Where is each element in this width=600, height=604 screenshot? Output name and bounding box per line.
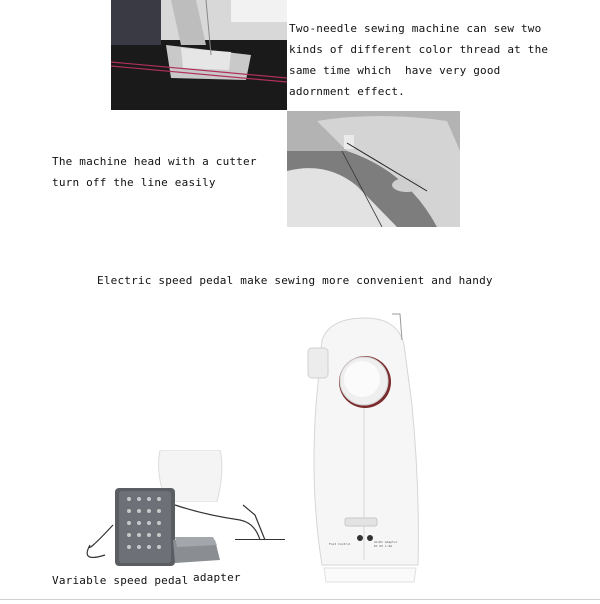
cutter-photo: [287, 111, 460, 227]
pointer-line: [235, 539, 285, 540]
two-needle-description: Two-needle sewing machine can sew two kinds of different color thread at the same time which have very good adornment effect.: [289, 22, 556, 98]
pedal-label: Variable speed pedal: [52, 574, 189, 587]
adapter-label: adapter: [193, 571, 241, 584]
cutter-description: The machine head with a cutter turn off the line easily: [52, 155, 264, 189]
pedal-heading: Electric speed pedal make sewing more convenient and handy: [97, 274, 493, 287]
foot-pedal-image: [75, 485, 275, 570]
sewing-machine-image: [300, 310, 430, 600]
foot-control-label: Foot Control: [329, 542, 351, 546]
two-needle-stitch-photo: [111, 0, 287, 110]
adaptor-label: AC/DC Adaptor DC 6V 1.0A: [374, 540, 398, 548]
